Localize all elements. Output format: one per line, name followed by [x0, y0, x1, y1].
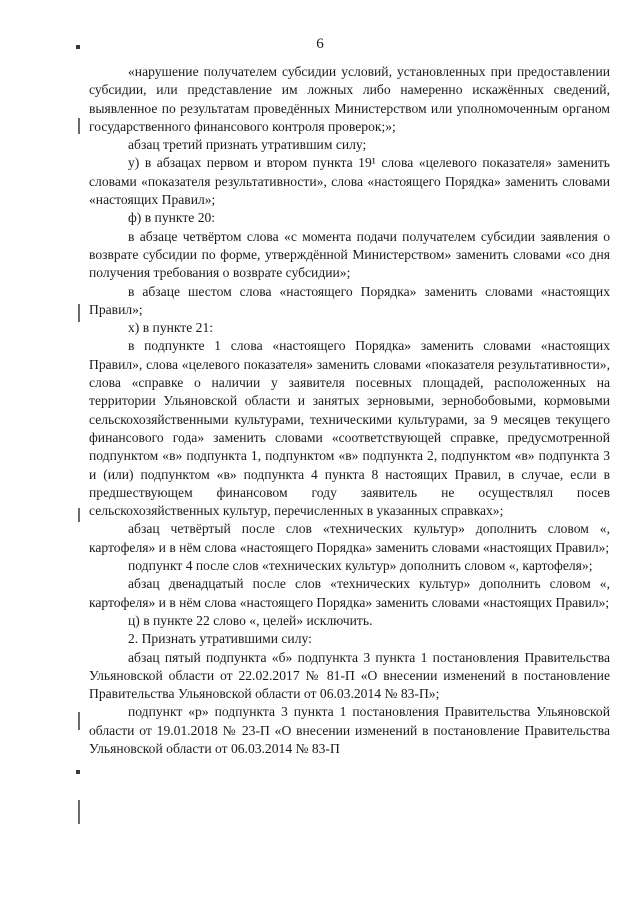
paragraph: 2. Признать утратившими силу:	[128, 631, 312, 647]
paragraph: подпункт 4 после слов «технических культур» дополнить словом «, картофеля»;	[128, 558, 593, 574]
paragraph: абзац двенадцатый после слов «технических культур» дополнить словом «, картофеля» и в нём слова «настоящего Порядка» заменить словами «настоящих Правил»;	[89, 576, 610, 610]
binding-mark	[78, 800, 80, 824]
binding-mark	[78, 304, 80, 322]
paragraph: абзац четвёртый после слов «технических культур» дополнить словом «, картофеля» и в нём слова «настоящего Порядка» заменить словами «настоящих Правил»;	[89, 521, 610, 555]
paragraph: в абзаце четвёртом слова «с момента подачи получателем субсидии заявления о возврате субсидии по форме, утверждённой Министерством» заменить словами «со дня получения требования о возврате субсидии»;	[89, 228, 610, 281]
binding-mark	[78, 118, 80, 134]
paragraph: в подпункте 1 слова «настоящего Порядка» заменить словами «настоящих Правил», слова «целевого показателя» заменить словами «показателя результативности», слова «справке о наличии у заявителя посевных площадей, расположенных на территории Ульяновской области и занятых зерновыми, зернобобовыми, кормовыми сельскохозяйственными культурами, техническими культурами, за 9 месяцев текущего финансового года» заменить словами «соответствующей справке, предусмотренной подпунктом «в» подпункта 1, подпунктом «в» подпункта 2, подпунктом «в» подпункта 3 и (или) подпунктом «в» подпункта 4 пункта 8 настоящих Правил, в случае, если в предшествующем финансовом году заявитель не осуществлял посев сельскохозяйственных культур, перечисленных в указанных справках»;	[89, 338, 610, 519]
binding-mark	[78, 508, 80, 522]
document-body	[89, 63, 610, 758]
paragraph: абзац третий признать утратившим силу;	[128, 137, 367, 153]
paragraph: у) в абзацах первом и втором пункта 19¹ слова «целевого показателя» заменить словами «показателя результативности», слова «настоящего Порядка» заменить словами «настоящих Правил»;	[89, 155, 610, 208]
paragraph: х) в пункте 21:	[128, 320, 214, 336]
paragraph: ф) в пункте 20:	[128, 210, 216, 226]
paragraph: абзац пятый подпункта «б» подпункта 3 пункта 1 постановления Правительства Ульяновской области от 22.02.2017 № 81-П «О внесении изменений в постановление Правительства Ульяновской области от 06.03.2014 № 83-П»;	[89, 649, 610, 702]
paragraph: в абзаце шестом слова «настоящего Порядка» заменить словами «настоящих Правил»;	[89, 283, 610, 317]
binding-dot	[76, 770, 80, 774]
paragraph: подпункт «р» подпункта 3 пункта 1 постановления Правительства Ульяновской области от 19.01.2018 № 23-П «О внесении изменений в постановление Правительства Ульяновской области от 06.03.2014 № 83-П	[89, 704, 610, 756]
paragraph: ц) в пункте 22 слово «, целей» исключить.	[128, 612, 373, 628]
paragraph: «нарушение получателем субсидии условий, установленных при предоставлении субсидии, или представление им ложных либо намеренно искажённых сведений, выявленное по результатам проведённых Министерством или уполномоченным органом государственного финансового контроля проверок;»;	[89, 64, 610, 134]
binding-mark	[78, 712, 80, 730]
page-number: 6	[316, 36, 324, 52]
